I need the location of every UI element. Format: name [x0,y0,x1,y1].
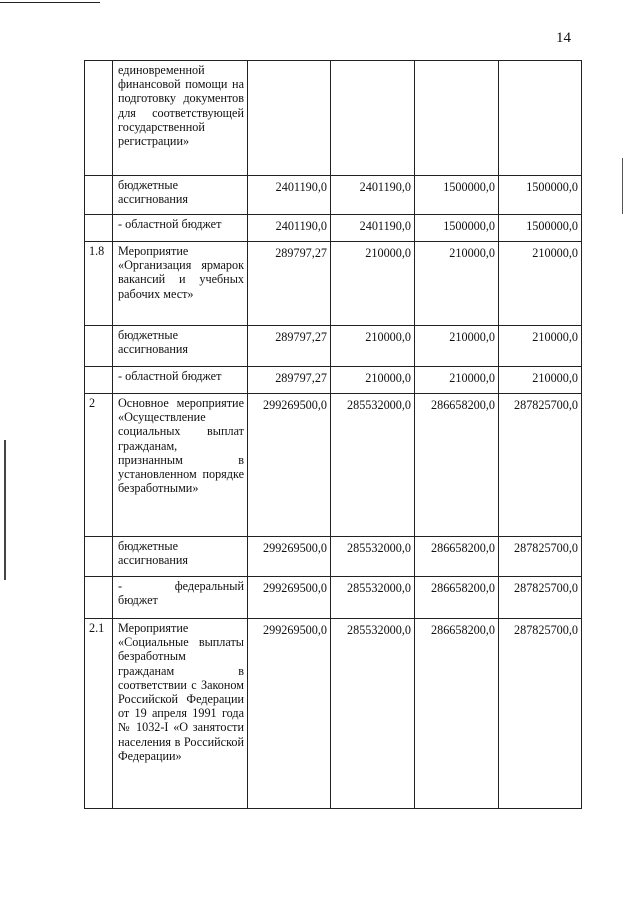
value-cell: 2401190,0 [331,215,415,242]
row-number [85,326,113,367]
value-cell [499,61,582,176]
value-cell: 299269500,0 [248,394,331,537]
value-cell: 210000,0 [415,242,499,326]
value-cell: 1500000,0 [415,176,499,215]
row-name [113,577,248,619]
table-row [85,326,582,367]
table-row [85,176,582,215]
value-cell: 299269500,0 [248,619,331,809]
value-cell: 2401190,0 [248,176,331,215]
right-margin-line [622,158,623,214]
value-cell: 285532000,0 [331,619,415,809]
value-cell [415,61,499,176]
top-left-line [0,2,100,3]
value-cell: 287825700,0 [499,394,582,537]
value-cell: 287825700,0 [499,577,582,619]
value-cell: 2401190,0 [331,176,415,215]
row-number [85,537,113,577]
row-number: 2 [85,394,113,537]
left-margin-line [4,440,6,580]
row-name-tail: бюджет [118,593,158,608]
table-row [85,242,582,326]
value-cell: 210000,0 [331,326,415,367]
row-name: Мероприятие «Социальные выплаты безработным гражданам в соответствии с Законом Российской Федерации от 19 апреля 1991 года № 1032-I «О занятости населения в Российской Федерации» [113,619,248,809]
value-cell: 2401190,0 [248,215,331,242]
value-cell: 210000,0 [499,367,582,394]
table-row [85,367,582,394]
value-cell: 289797,27 [248,242,331,326]
value-cell: 299269500,0 [248,537,331,577]
row-number [85,61,113,176]
value-cell: 287825700,0 [499,619,582,809]
value-cell: 210000,0 [499,242,582,326]
value-cell: 285532000,0 [331,394,415,537]
budget-table [84,60,582,809]
value-cell: 286658200,0 [415,537,499,577]
dash: - [118,579,123,593]
table-row [85,537,582,577]
row-name: бюджетные ассигнования [113,176,248,215]
row-name: - областной бюджет [113,367,248,394]
row-number [85,367,113,394]
row-name-main: федеральный [174,579,244,593]
table-row [85,394,582,537]
value-cell [248,61,331,176]
row-name: бюджетные ассигнования [113,326,248,367]
value-cell: 287825700,0 [499,537,582,577]
value-cell: 210000,0 [331,367,415,394]
row-name: Мероприятие «Организация ярмарок вакансий и учебных рабочих мест» [113,242,248,326]
value-cell: 285532000,0 [331,537,415,577]
value-cell: 210000,0 [415,367,499,394]
row-name: бюджетные ассигнования [113,537,248,577]
row-name: - областной бюджет [113,215,248,242]
row-number [85,176,113,215]
value-cell: 210000,0 [499,326,582,367]
value-cell: 1500000,0 [499,215,582,242]
value-cell: 285532000,0 [331,577,415,619]
row-number: 1.8 [85,242,113,326]
table-row [85,215,582,242]
value-cell: 299269500,0 [248,577,331,619]
value-cell: 210000,0 [415,326,499,367]
page-number: 14 [556,30,571,46]
table-row [85,61,582,176]
value-cell: 1500000,0 [415,215,499,242]
value-cell: 1500000,0 [499,176,582,215]
value-cell [331,61,415,176]
row-name: Основное мероприятие «Осуществление социальных выплат гражданам, признанным в установленном порядке безработными» [113,394,248,537]
table-row [85,577,582,619]
value-cell: 289797,27 [248,367,331,394]
value-cell: 286658200,0 [415,394,499,537]
value-cell: 286658200,0 [415,577,499,619]
value-cell: 210000,0 [331,242,415,326]
row-number [85,215,113,242]
row-number: 2.1 [85,619,113,809]
value-cell: 289797,27 [248,326,331,367]
table-row [85,619,582,809]
row-number [85,577,113,619]
value-cell: 286658200,0 [415,619,499,809]
row-name: единовременной финансовой помощи на подготовку документов для соответствующей государственной регистрации» [113,61,248,176]
